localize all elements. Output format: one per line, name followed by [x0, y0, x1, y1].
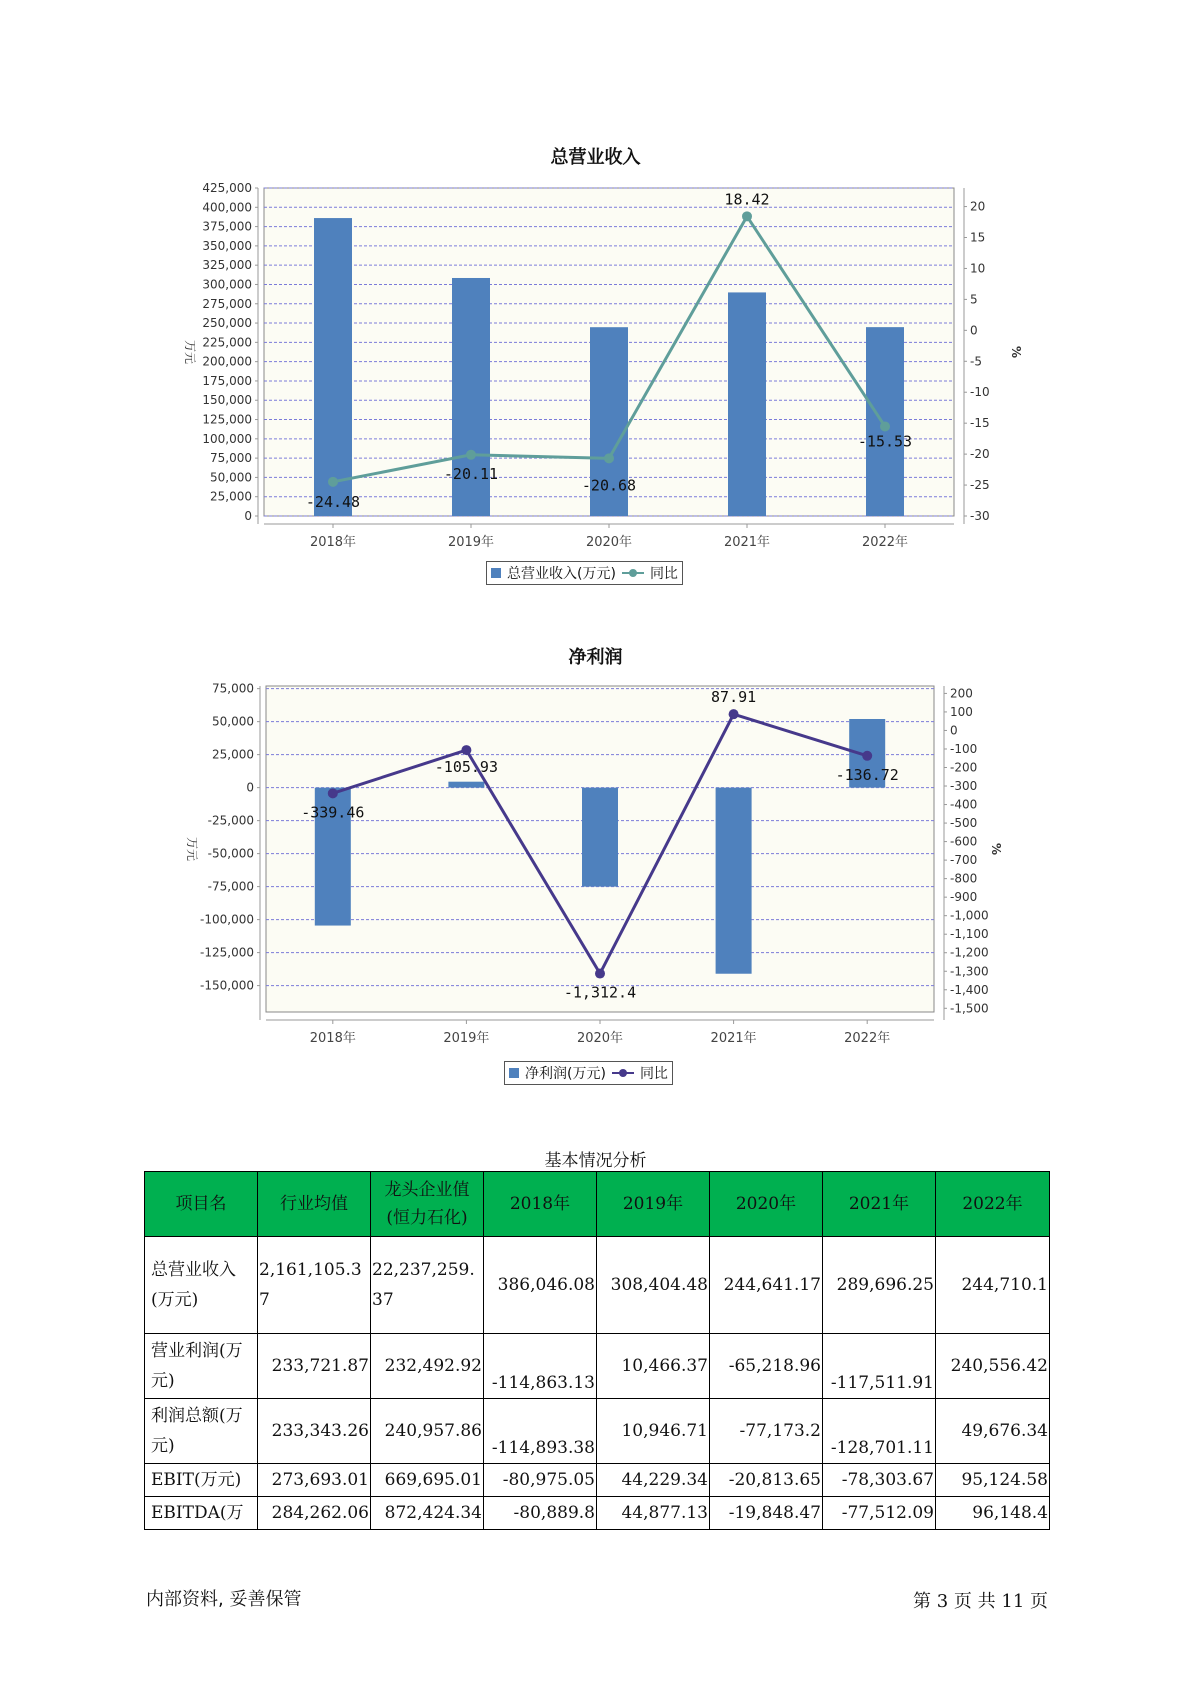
y2-tick-label: -15 [970, 416, 990, 431]
y-tick-label: -50,000 [207, 846, 254, 861]
data-label: -136.72 [835, 765, 899, 784]
y-tick-label: 125,000 [202, 412, 252, 427]
data-label: -339.46 [301, 803, 365, 822]
y2-tick-label: 10 [970, 261, 986, 276]
y2-axis-title: % [989, 842, 1003, 856]
x-tick-label: 2020年 [576, 1031, 624, 1046]
y-tick-label: 75,000 [212, 681, 254, 696]
data-label: -20.68 [581, 476, 637, 495]
y-tick-label: 175,000 [202, 373, 252, 388]
y2-tick-label: -1,200 [950, 945, 989, 960]
bar [448, 782, 484, 788]
cell: 240,556.42 [936, 1334, 1050, 1399]
y2-tick-label: -25 [970, 478, 990, 493]
data-label: -105.93 [434, 758, 499, 777]
y-tick-label: 50,000 [212, 714, 254, 729]
col-header: 龙头企业值(恒力石化) [371, 1172, 484, 1237]
line-swatch-icon [612, 1068, 634, 1078]
analysis-table [144, 1171, 1050, 1530]
net-profit-chart-legend [504, 1061, 673, 1085]
cell: 49,676.34 [936, 1399, 1050, 1464]
bar [582, 788, 618, 887]
col-header: 2022年 [936, 1172, 1050, 1237]
legend-line-label: 同比 [649, 566, 678, 582]
y-tick-label: 275,000 [202, 296, 252, 311]
y-tick-label: 25,000 [210, 489, 252, 504]
confidential-notice: 内部资料, 妥善保管 [146, 1589, 302, 1610]
table-row [145, 1464, 1050, 1497]
cell: 232,492.92 [371, 1334, 484, 1399]
cell: 386,046.08 [484, 1237, 597, 1334]
cell: 233,721.87 [258, 1334, 371, 1399]
y-tick-label: 150,000 [202, 393, 252, 408]
y-tick-label: 250,000 [202, 316, 252, 331]
cell: 233,343.26 [258, 1399, 371, 1464]
y2-tick-label: -600 [950, 834, 978, 849]
x-tick-label: 2020年 [585, 535, 633, 550]
x-tick-label: 2019年 [447, 535, 495, 550]
cell: -20,813.65 [710, 1464, 823, 1497]
cell: -19,848.47 [710, 1497, 823, 1530]
x-tick-label: 2018年 [309, 1031, 356, 1046]
y2-tick-label: -20 [970, 447, 990, 462]
y-tick-label: -125,000 [200, 945, 254, 960]
cell: 284,262.06 [258, 1497, 371, 1530]
cell: -77,173.2 [710, 1399, 823, 1464]
cell: -80,975.05 [484, 1464, 597, 1497]
line-point [461, 745, 471, 755]
y2-tick-label: -5 [970, 354, 982, 369]
x-tick-label: 2019年 [443, 1031, 490, 1046]
y2-tick-label: -200 [950, 760, 978, 775]
y-tick-label: 350,000 [202, 238, 252, 253]
cell: 308,404.48 [597, 1237, 710, 1334]
col-header: 2019年 [597, 1172, 710, 1237]
line-point [328, 788, 338, 798]
row-name: 总营业收入(万元) [145, 1237, 258, 1334]
table-row [145, 1334, 1050, 1399]
legend-bar-label: 净利润(万元) [525, 1066, 606, 1082]
y-tick-label: 325,000 [202, 258, 252, 273]
revenue-chart-title: 总营业收入 [550, 147, 641, 168]
y2-tick-label: -1,000 [950, 908, 989, 923]
line-point [595, 969, 605, 979]
cell: 96,148.4 [936, 1497, 1050, 1530]
y2-tick-label: 0 [950, 723, 958, 738]
data-label: -20.11 [443, 464, 499, 483]
data-label: 87.91 [711, 688, 757, 707]
cell: 244,641.17 [710, 1237, 823, 1334]
y2-tick-label: -1,300 [950, 964, 989, 979]
y-tick-label: 75,000 [210, 451, 252, 466]
cell: -80,889.8 [484, 1497, 597, 1530]
y2-tick-label: -10 [970, 385, 990, 400]
y2-tick-label: -1,100 [950, 927, 989, 942]
page-number: 第 3 页 共 11 页 [913, 1591, 1048, 1612]
y2-tick-label: -1,500 [950, 1001, 989, 1016]
cell: -77,512.09 [823, 1497, 936, 1530]
y-tick-label: 0 [244, 509, 252, 523]
y2-axis-title: % [1009, 345, 1023, 359]
cell: 44,877.13 [597, 1497, 710, 1530]
y2-tick-label: -700 [950, 853, 978, 868]
cell: 22,237,259.37 [371, 1237, 484, 1334]
x-tick-label: 2022年 [861, 535, 909, 550]
legend-bar-label: 总营业收入(万元) [507, 566, 616, 582]
y-tick-label: 200,000 [202, 354, 252, 369]
cell: -114,893.38 [484, 1399, 597, 1464]
y-tick-label: -75,000 [207, 879, 254, 894]
y2-tick-label: 5 [970, 292, 978, 307]
y2-tick-label: 0 [970, 323, 978, 338]
bar-swatch-icon [509, 1068, 519, 1078]
y2-tick-label: -500 [950, 816, 978, 831]
cell: 669,695.01 [371, 1464, 484, 1497]
row-name: 利润总额(万元) [145, 1399, 258, 1464]
table-row [145, 1399, 1050, 1464]
y2-tick-label: 20 [970, 199, 986, 214]
y2-tick-label: -300 [950, 779, 978, 794]
y2-tick-label: -400 [950, 797, 978, 812]
y-tick-label: -100,000 [200, 912, 254, 927]
table-header-row [145, 1172, 1050, 1237]
row-name: EBITDA(万 [145, 1497, 258, 1530]
col-header: 项目名 [145, 1172, 258, 1237]
x-tick-label: 2021年 [710, 1031, 757, 1046]
cell: 273,693.01 [258, 1464, 371, 1497]
cell: 10,946.71 [597, 1399, 710, 1464]
table-title: 基本情况分析 [544, 1151, 647, 1171]
legend-line-label: 同比 [639, 1066, 668, 1082]
table-row [145, 1237, 1050, 1334]
data-label: -24.48 [305, 492, 361, 511]
col-header: 2021年 [823, 1172, 936, 1237]
y-tick-label: -150,000 [200, 978, 254, 993]
y2-tick-label: -30 [970, 509, 990, 523]
y2-tick-label: -900 [950, 890, 978, 905]
x-tick-label: 2018年 [309, 535, 357, 550]
y2-tick-label: -100 [950, 741, 978, 756]
cell: 44,229.34 [597, 1464, 710, 1497]
line-point [862, 751, 872, 761]
cell: -117,511.91 [823, 1334, 936, 1399]
cell: 240,957.86 [371, 1399, 484, 1464]
cell: -65,218.96 [710, 1334, 823, 1399]
data-label: -1,312.4 [563, 983, 637, 1002]
row-name: 营业利润(万元) [145, 1334, 258, 1399]
y-tick-label: 0 [246, 780, 254, 795]
data-label: 18.42 [724, 190, 770, 209]
y2-tick-label: 15 [970, 230, 986, 245]
data-label: -15.53 [857, 432, 913, 451]
table-row [145, 1497, 1050, 1530]
y-tick-label: 425,000 [202, 181, 252, 195]
y-tick-label: 400,000 [202, 200, 252, 215]
y-tick-label: 375,000 [202, 219, 252, 234]
x-tick-label: 2022年 [844, 1031, 891, 1046]
y-tick-label: 100,000 [202, 431, 252, 446]
cell: 244,710.1 [936, 1237, 1050, 1334]
y2-tick-label: -800 [950, 871, 978, 886]
cell: -114,863.13 [484, 1334, 597, 1399]
net-profit-chart-title: 净利润 [568, 647, 623, 668]
cell: 2,161,105.37 [258, 1237, 371, 1334]
line-point [729, 709, 739, 719]
y-tick-label: 50,000 [210, 470, 252, 485]
y-axis-title: 万元 [183, 339, 197, 365]
y2-tick-label: 200 [950, 686, 973, 701]
cell: -78,303.67 [823, 1464, 936, 1497]
y-tick-label: -25,000 [207, 813, 254, 828]
y-axis-title: 万元 [185, 836, 199, 862]
bar [716, 788, 752, 974]
cell: 872,424.34 [371, 1497, 484, 1530]
cell: 289,696.25 [823, 1237, 936, 1334]
col-header: 2018年 [484, 1172, 597, 1237]
cell: 95,124.58 [936, 1464, 1050, 1497]
y2-tick-label: 100 [950, 704, 973, 719]
x-tick-label: 2021年 [723, 535, 771, 550]
y-tick-label: 300,000 [202, 277, 252, 292]
col-header: 行业均值 [258, 1172, 371, 1237]
y2-tick-label: -1,400 [950, 982, 989, 997]
cell: -128,701.11 [823, 1399, 936, 1464]
col-header: 2020年 [710, 1172, 823, 1237]
cell: 10,466.37 [597, 1334, 710, 1399]
y-tick-label: 25,000 [212, 747, 254, 762]
row-name: EBIT(万元) [145, 1464, 258, 1497]
y-tick-label: 225,000 [202, 335, 252, 350]
